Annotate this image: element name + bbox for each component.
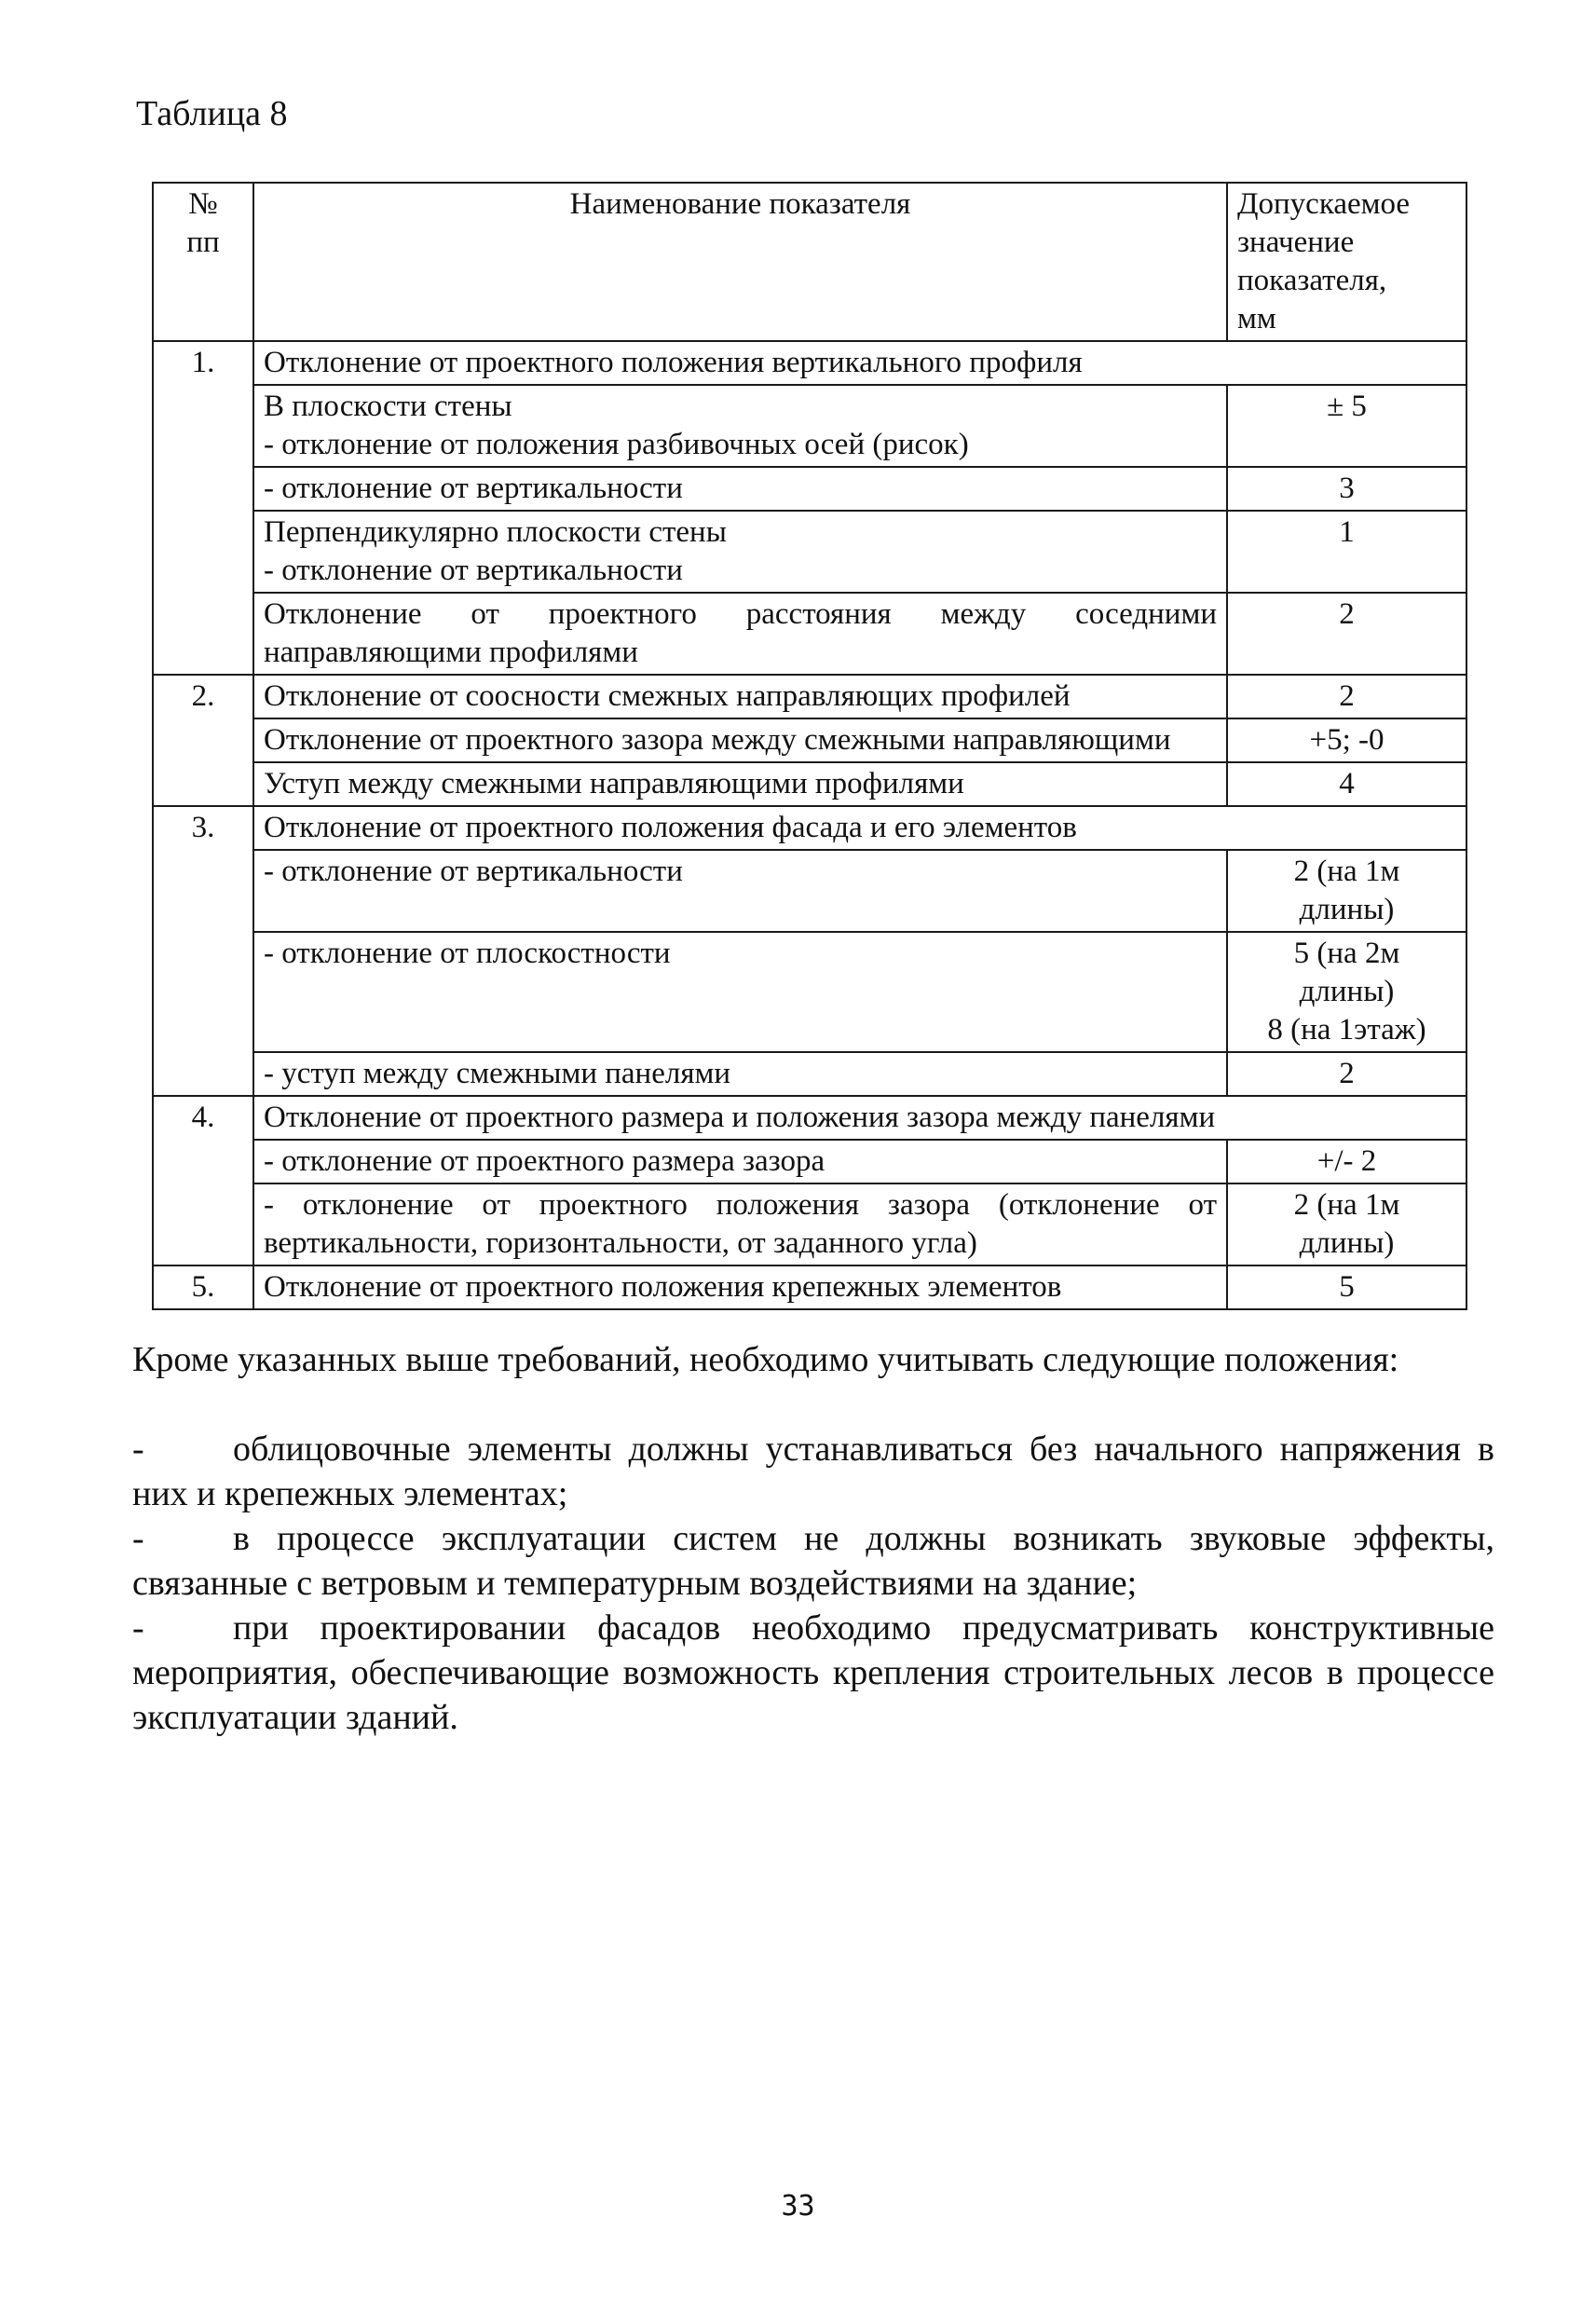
page-number: 33 — [781, 2190, 815, 2223]
table-row — [153, 718, 1466, 762]
row-number: 1. — [153, 341, 253, 675]
requirement-text: при проектировании фасадов необходимо предусматривать конструктивные мероприятия, обеспечивающие возможность крепления строительных лесов в процессе эксплуатации зданий. — [132, 1608, 1494, 1737]
header-indicator-name: Наименование показателя — [253, 183, 1227, 341]
list-dash: - — [132, 1430, 144, 1469]
value-line: длины) — [1299, 975, 1395, 1008]
indicator-name: Отклонение от проектного расстояния между соседними направляющими профилями — [253, 593, 1227, 675]
group-title: Отклонение от проектного размера и положения зазора между панелями — [253, 1096, 1466, 1140]
row-number: 2. — [153, 675, 253, 806]
header-allowed-value — [1227, 183, 1466, 341]
requirement-text: в процессе эксплуатации систем не должны возникать звуковые эффекты, связанные с ветровым и температурным воздействиями на здание; — [132, 1519, 1494, 1603]
header-value-line: значение — [1237, 226, 1355, 259]
indicator-name: - отклонение от проектного положения зазора (отклонение от вертикальности, горизонтальности, от заданного угла) — [253, 1183, 1227, 1265]
indicator-name: Отклонение от проектного зазора между смежными направляющими — [253, 718, 1227, 762]
group-title: Отклонение от проектного положения вертикального профиля — [253, 341, 1466, 385]
allowed-value: 1 — [1227, 511, 1466, 593]
table-header-row — [153, 183, 1466, 341]
list-dash: - — [132, 1519, 144, 1558]
table-row — [153, 1183, 1466, 1265]
indicator-line: Перпендикулярно плоскости стены — [264, 515, 727, 549]
requirement-text: облицовочные элементы должны устанавливаться без начального напряжения в них и крепежных элементах; — [132, 1430, 1494, 1513]
indicator-name — [253, 385, 1227, 467]
allowed-value — [1227, 1183, 1466, 1265]
row-number: 5. — [153, 1265, 253, 1309]
table-row — [153, 593, 1466, 675]
value-line: 8 (на 1этаж) — [1267, 1013, 1426, 1047]
header-value-line: мм — [1237, 302, 1276, 335]
allowed-value: +/- 2 — [1227, 1140, 1466, 1183]
header-value-line: Допускаемое — [1237, 187, 1411, 221]
indicator-name: - отклонение от вертикальности — [253, 467, 1227, 511]
list-dash: - — [132, 1608, 144, 1648]
row-number: 3. — [153, 806, 253, 1096]
value-line: 5 (на 2м — [1293, 937, 1400, 970]
table-row — [153, 467, 1466, 511]
table-row — [153, 675, 1466, 718]
allowed-value — [1227, 932, 1466, 1052]
requirement-item — [132, 1606, 1494, 1740]
value-line: длины) — [1299, 1226, 1395, 1260]
table-row — [153, 1265, 1466, 1309]
indicator-line: В плоскости стены — [264, 390, 512, 423]
row-number: 4. — [153, 1096, 253, 1265]
indicator-name: - отклонение от проектного размера зазора — [253, 1140, 1227, 1183]
indicator-line: - отклонение от вертикальности — [264, 554, 683, 587]
tolerance-table — [152, 182, 1467, 1310]
value-line: длины) — [1299, 893, 1395, 926]
table-row — [153, 385, 1466, 467]
allowed-value: +5; -0 — [1227, 718, 1466, 762]
indicator-name: - отклонение от вертикальности — [253, 850, 1227, 932]
table-row — [153, 762, 1466, 806]
requirement-item — [132, 1516, 1494, 1606]
allowed-value: 3 — [1227, 467, 1466, 511]
table-row — [153, 1140, 1466, 1183]
indicator-name: Уступ между смежными направляющими профилями — [253, 762, 1227, 806]
table-row — [153, 932, 1466, 1052]
header-value-line: показателя, — [1237, 264, 1387, 297]
table-row — [153, 511, 1466, 593]
indicator-name — [253, 511, 1227, 593]
indicator-name: Отклонение от соосности смежных направляющих профилей — [253, 675, 1227, 718]
table-row — [153, 1096, 1466, 1140]
allowed-value: 2 — [1227, 675, 1466, 718]
group-title: Отклонение от проектного положения фасада и его элементов — [253, 806, 1466, 850]
allowed-value — [1227, 850, 1466, 932]
allowed-value: 2 — [1227, 1052, 1466, 1096]
indicator-name: - уступ между смежными панелями — [253, 1052, 1227, 1096]
requirement-item — [132, 1427, 1494, 1516]
allowed-value: ± 5 — [1227, 385, 1466, 467]
table-row — [153, 806, 1466, 850]
header-number — [153, 183, 253, 341]
table-caption: Таблица 8 — [136, 94, 288, 133]
indicator-name: Отклонение от проектного положения крепежных элементов — [253, 1265, 1227, 1309]
indicator-line: - отклонение от положения разбивочных осей (рисок) — [264, 428, 969, 461]
value-line: 2 (на 1м — [1293, 1188, 1400, 1222]
allowed-value: 4 — [1227, 762, 1466, 806]
allowed-value: 2 — [1227, 593, 1466, 675]
indicator-name: - отклонение от плоскостности — [253, 932, 1227, 1052]
allowed-value: 5 — [1227, 1265, 1466, 1309]
intro-paragraph: Кроме указанных выше требований, необходимо учитывать следующие положения: — [132, 1340, 1399, 1379]
table-row — [153, 850, 1466, 932]
header-number-line: пп — [186, 226, 220, 259]
value-line: 2 (на 1м — [1293, 855, 1400, 888]
header-number-line: № — [188, 187, 218, 221]
table-row — [153, 1052, 1466, 1096]
table-row — [153, 341, 1466, 385]
